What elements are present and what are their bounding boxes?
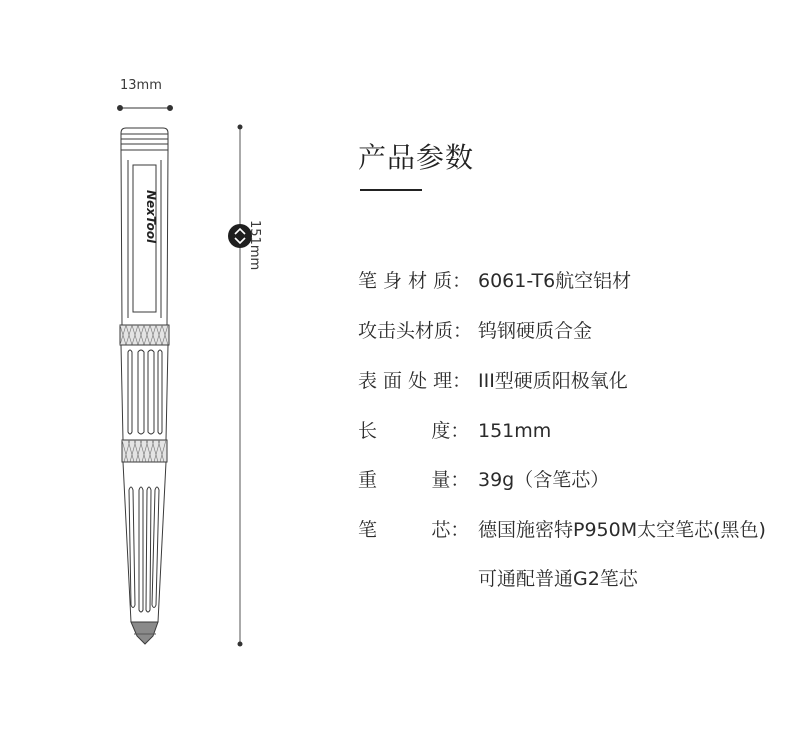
length-dimension <box>228 125 252 647</box>
spec-value: 钨钢硬质合金 <box>478 320 593 342</box>
length-label: 151mm <box>247 220 262 271</box>
width-dimension <box>118 106 173 111</box>
spec-row <box>358 515 766 542</box>
width-label: 13mm <box>120 78 162 93</box>
spec-label: 重 量： <box>358 469 470 491</box>
spec-label: 表 面 处 理： <box>358 370 472 392</box>
spec-label: 笔 芯： <box>358 519 470 541</box>
spec-value: 151mm <box>478 420 552 442</box>
spec-row <box>358 416 551 443</box>
spec-label: 笔 身 材 质： <box>358 270 472 292</box>
spec-label: 攻击头材质： <box>358 320 473 342</box>
spec-label: 长 度： <box>358 420 470 442</box>
page-title: 产品参数 <box>358 141 475 174</box>
spec-value: 德国施密特P950M太空笔芯(黑色) <box>478 519 766 541</box>
spec-row <box>358 266 631 293</box>
brand-logo: NexTool <box>144 190 158 244</box>
spec-row <box>358 366 628 393</box>
spec-value: 6061-T6航空铝材 <box>478 270 632 292</box>
spec-value: 39g（含笔芯） <box>478 469 610 491</box>
spec-extra-note: 可通配普通G2笔芯 <box>478 568 638 590</box>
spec-row <box>358 316 592 343</box>
title-underline <box>360 189 422 191</box>
spec-row <box>358 465 609 492</box>
spec-value: III型硬质阳极氧化 <box>478 370 628 392</box>
